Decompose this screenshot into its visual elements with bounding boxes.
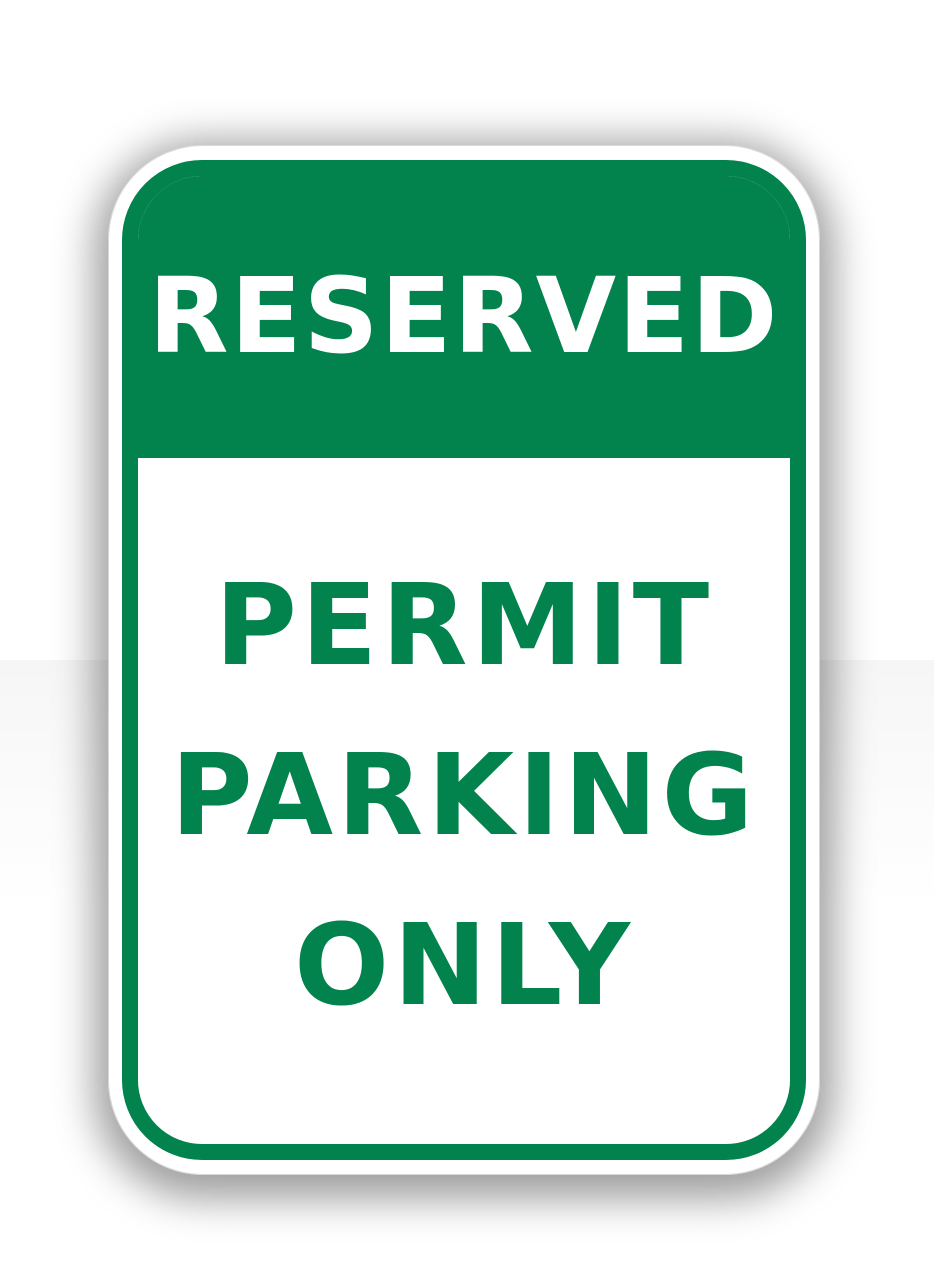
sign-line-only: ONLY — [294, 901, 634, 1031]
sign-line-parking: PARKING — [170, 731, 758, 861]
sign-header-band — [138, 176, 790, 458]
sign-header-text: RESERVED — [148, 255, 780, 377]
sign-green-border — [122, 160, 806, 1160]
sign-line-permit: PERMIT — [214, 561, 714, 691]
